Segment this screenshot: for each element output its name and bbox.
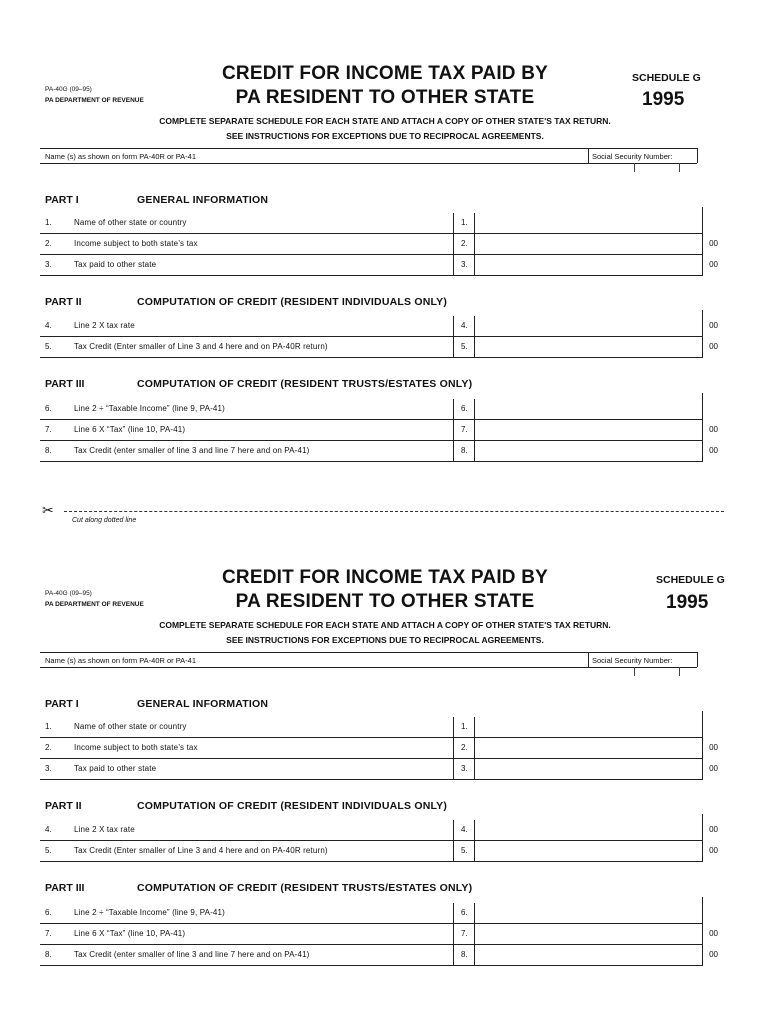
line-number: 1. <box>45 722 52 731</box>
part-title: COMPUTATION OF CREDIT (RESIDENT TRUSTS/ESTATES ONLY) <box>137 378 473 390</box>
part-number: PART III <box>45 882 85 894</box>
line-description: Income subject to both state’s tax <box>74 239 198 248</box>
schedule-g-form-top <box>0 60 770 530</box>
ref-left-border <box>453 717 454 738</box>
row-bottom-border <box>40 275 702 276</box>
instruction-line2: SEE INSTRUCTIONS FOR EXCEPTIONS DUE TO RECIPROCAL AGREEMENTS. <box>226 131 544 141</box>
amount-input[interactable] <box>478 948 698 963</box>
amount-right-border <box>702 316 703 337</box>
form-line-row <box>40 441 718 462</box>
ref-right-border <box>474 255 475 276</box>
ref-right-border <box>474 738 475 759</box>
line-description: Name of other state or country <box>74 722 187 731</box>
amount-input[interactable] <box>478 258 698 273</box>
form-line-row <box>40 399 702 420</box>
instruction-line1: COMPLETE SEPARATE SCHEDULE FOR EACH STATE AND ATTACH A COPY OF OTHER STATE'S TAX RETURN. <box>159 116 611 126</box>
form-line-row <box>40 924 718 945</box>
form-title-line2: PA RESIDENT TO OTHER STATE <box>235 87 535 108</box>
cents-value: 00 <box>709 825 718 834</box>
amount-right-border <box>702 234 703 255</box>
line-number: 7. <box>45 929 52 938</box>
amount-input[interactable] <box>478 906 698 921</box>
line-description: Tax Credit (enter smaller of line 3 and line 7 here and on PA-41) <box>74 446 310 455</box>
name-ssn-divider <box>588 652 589 667</box>
line-reference-number: 5. <box>461 342 468 351</box>
instruction-line1: COMPLETE SEPARATE SCHEDULE FOR EACH STATE AND ATTACH A COPY OF OTHER STATE'S TAX RETURN. <box>159 620 611 630</box>
amount-input[interactable] <box>478 823 698 838</box>
ref-left-border <box>453 903 454 924</box>
form-line-row <box>40 337 718 358</box>
name-box-top-border <box>40 652 697 653</box>
amount-right-border <box>702 820 703 841</box>
line-description: Income subject to both state’s tax <box>74 743 198 752</box>
form-number: PA-40G (09–95) <box>45 86 92 93</box>
schedule-g-form-bottom <box>0 564 770 1024</box>
ref-left-border <box>453 255 454 276</box>
line-number: 7. <box>45 425 52 434</box>
ref-right-border <box>474 717 475 738</box>
cents-value: 00 <box>709 239 718 248</box>
form-line-row <box>40 945 718 966</box>
line-number: 2. <box>45 743 52 752</box>
ref-right-border <box>474 234 475 255</box>
form-line-row <box>40 717 702 738</box>
line-description: Line 6 X “Tax” (line 10, PA-41) <box>74 929 186 938</box>
ref-left-border <box>453 420 454 441</box>
line-description: Tax Credit (Enter smaller of Line 3 and 4 here and on PA-40R return) <box>74 846 328 855</box>
instruction-line2: SEE INSTRUCTIONS FOR EXCEPTIONS DUE TO RECIPROCAL AGREEMENTS. <box>226 635 544 645</box>
row-bottom-border <box>40 461 702 462</box>
dotted-cut-line <box>64 511 724 512</box>
ref-left-border <box>453 820 454 841</box>
amount-right-border <box>702 738 703 759</box>
amount-input[interactable] <box>478 423 698 438</box>
schedule-label: SCHEDULE G <box>632 72 701 84</box>
name-box-top-border <box>40 148 697 149</box>
line-reference-number: 8. <box>461 950 468 959</box>
line-number: 6. <box>45 404 52 413</box>
cents-value: 00 <box>709 342 718 351</box>
amount-input[interactable] <box>478 720 698 735</box>
part-number: PART III <box>45 378 85 390</box>
line-number: 5. <box>45 846 52 855</box>
line-reference-number: 6. <box>461 908 468 917</box>
line-number: 5. <box>45 342 52 351</box>
ssn-input[interactable] <box>592 668 692 678</box>
amount-right-border <box>702 924 703 945</box>
name-field-label: Name (s) as shown on form PA-40R or PA-41 <box>45 152 197 161</box>
line-description: Line 2 X tax rate <box>74 321 135 330</box>
amount-input[interactable] <box>478 402 698 417</box>
cents-value: 00 <box>709 260 718 269</box>
ref-right-border <box>474 924 475 945</box>
amount-right-border <box>702 759 703 780</box>
part-number: PART II <box>45 296 82 308</box>
amount-input[interactable] <box>478 319 698 334</box>
line-description: Tax Credit (enter smaller of line 3 and line 7 here and on PA-41) <box>74 950 310 959</box>
form-line-row <box>40 213 702 234</box>
line-number: 2. <box>45 239 52 248</box>
cents-value: 00 <box>709 425 718 434</box>
ref-left-border <box>453 738 454 759</box>
amount-right-border <box>702 903 703 924</box>
name-field-label: Name (s) as shown on form PA-40R or PA-41 <box>45 656 197 665</box>
row-bottom-border <box>40 779 702 780</box>
cents-value: 00 <box>709 446 718 455</box>
part-title: COMPUTATION OF CREDIT (RESIDENT INDIVIDUALS ONLY) <box>137 296 448 308</box>
ref-left-border <box>453 441 454 462</box>
line-number: 8. <box>45 950 52 959</box>
line-number: 8. <box>45 446 52 455</box>
cents-value: 00 <box>709 846 718 855</box>
form-title-line1: CREDIT FOR INCOME TAX PAID BY <box>222 567 548 588</box>
scissors-icon: ✂ <box>42 503 54 519</box>
ssn-input[interactable] <box>592 164 692 174</box>
ref-right-border <box>474 441 475 462</box>
ref-right-border <box>474 903 475 924</box>
ref-left-border <box>453 945 454 966</box>
row-bottom-border <box>40 965 702 966</box>
name-ssn-divider <box>588 148 589 163</box>
line-reference-number: 7. <box>461 425 468 434</box>
line-reference-number: 1. <box>461 218 468 227</box>
amount-right-border <box>702 213 703 234</box>
line-reference-number: 6. <box>461 404 468 413</box>
line-description: Name of other state or country <box>74 218 187 227</box>
department-name: PA DEPARTMENT OF REVENUE <box>45 601 144 608</box>
form-line-row <box>40 841 718 862</box>
department-name: PA DEPARTMENT OF REVENUE <box>45 97 144 104</box>
tax-year: 1995 <box>642 89 685 110</box>
amount-input[interactable] <box>478 216 698 231</box>
cut-instruction: Cut along dotted line <box>72 517 137 524</box>
line-number: 4. <box>45 321 52 330</box>
line-reference-number: 8. <box>461 446 468 455</box>
name-box-right-border <box>697 148 698 163</box>
part-title: COMPUTATION OF CREDIT (RESIDENT TRUSTS/ESTATES ONLY) <box>137 882 473 894</box>
cents-value: 00 <box>709 929 718 938</box>
part-number: PART II <box>45 800 82 812</box>
schedule-label: SCHEDULE G <box>656 574 725 586</box>
form-line-row <box>40 820 718 841</box>
amount-input[interactable] <box>478 844 698 859</box>
ssn-field-label: Social Security Number: <box>592 656 673 665</box>
part-title: COMPUTATION OF CREDIT (RESIDENT INDIVIDUALS ONLY) <box>137 800 448 812</box>
amount-right-border <box>702 420 703 441</box>
line-number: 3. <box>45 260 52 269</box>
line-reference-number: 3. <box>461 764 468 773</box>
ref-right-border <box>474 759 475 780</box>
line-number: 4. <box>45 825 52 834</box>
ref-right-border <box>474 841 475 862</box>
ref-right-border <box>474 337 475 358</box>
cents-value: 00 <box>709 321 718 330</box>
ref-left-border <box>453 337 454 358</box>
amount-right-border <box>702 255 703 276</box>
line-description: Tax paid to other state <box>74 260 157 269</box>
part-number: PART I <box>45 194 79 206</box>
ref-right-border <box>474 213 475 234</box>
amount-right-border <box>702 717 703 738</box>
cents-value: 00 <box>709 743 718 752</box>
line-reference-number: 2. <box>461 239 468 248</box>
cents-value: 00 <box>709 950 718 959</box>
line-reference-number: 7. <box>461 929 468 938</box>
line-description: Tax paid to other state <box>74 764 157 773</box>
ref-left-border <box>453 841 454 862</box>
ref-right-border <box>474 316 475 337</box>
amount-right-border <box>702 945 703 966</box>
line-reference-number: 4. <box>461 321 468 330</box>
ref-left-border <box>453 316 454 337</box>
form-line-row <box>40 738 718 759</box>
line-reference-number: 2. <box>461 743 468 752</box>
row-bottom-border <box>40 861 702 862</box>
part-title: GENERAL INFORMATION <box>137 194 269 206</box>
form-line-row <box>40 420 718 441</box>
form-line-row <box>40 255 718 276</box>
name-input[interactable] <box>230 150 580 162</box>
line-reference-number: 1. <box>461 722 468 731</box>
line-number: 3. <box>45 764 52 773</box>
form-line-row <box>40 234 718 255</box>
amount-input[interactable] <box>478 444 698 459</box>
part-title: GENERAL INFORMATION <box>137 698 269 710</box>
line-reference-number: 4. <box>461 825 468 834</box>
form-title-line2: PA RESIDENT TO OTHER STATE <box>235 591 535 612</box>
ref-left-border <box>453 399 454 420</box>
form-line-row <box>40 316 718 337</box>
part-number: PART I <box>45 698 79 710</box>
line-number: 6. <box>45 908 52 917</box>
amount-right-border <box>702 441 703 462</box>
line-description: Tax Credit (Enter smaller of Line 3 and 4 here and on PA-40R return) <box>74 342 328 351</box>
amount-input[interactable] <box>478 762 698 777</box>
cut-line <box>0 500 770 530</box>
cents-value: 00 <box>709 764 718 773</box>
amount-input[interactable] <box>478 340 698 355</box>
form-number: PA-40G (09–95) <box>45 590 92 597</box>
line-description: Line 2 X tax rate <box>74 825 135 834</box>
line-description: Line 2 ÷ “Taxable Income” (line 9, PA-41) <box>74 908 225 917</box>
form-line-row <box>40 903 702 924</box>
name-box-right-border <box>697 652 698 667</box>
tax-year: 1995 <box>666 592 709 613</box>
ref-left-border <box>453 234 454 255</box>
name-input[interactable] <box>230 654 580 666</box>
form-title-line1: CREDIT FOR INCOME TAX PAID BY <box>222 63 548 84</box>
amount-input[interactable] <box>478 741 698 756</box>
line-description: Line 2 ÷ “Taxable Income” (line 9, PA-41) <box>74 404 225 413</box>
ref-right-border <box>474 945 475 966</box>
amount-right-border <box>702 399 703 420</box>
amount-input[interactable] <box>478 927 698 942</box>
ssn-field-label: Social Security Number: <box>592 152 673 161</box>
form-line-row <box>40 759 718 780</box>
line-description: Line 6 X “Tax” (line 10, PA-41) <box>74 425 186 434</box>
ref-right-border <box>474 820 475 841</box>
ref-left-border <box>453 924 454 945</box>
line-number: 1. <box>45 218 52 227</box>
line-reference-number: 3. <box>461 260 468 269</box>
ref-left-border <box>453 759 454 780</box>
amount-input[interactable] <box>478 237 698 252</box>
row-bottom-border <box>40 357 702 358</box>
amount-right-border <box>702 337 703 358</box>
ref-right-border <box>474 399 475 420</box>
line-reference-number: 5. <box>461 846 468 855</box>
ref-left-border <box>453 213 454 234</box>
ref-right-border <box>474 420 475 441</box>
amount-right-border <box>702 841 703 862</box>
